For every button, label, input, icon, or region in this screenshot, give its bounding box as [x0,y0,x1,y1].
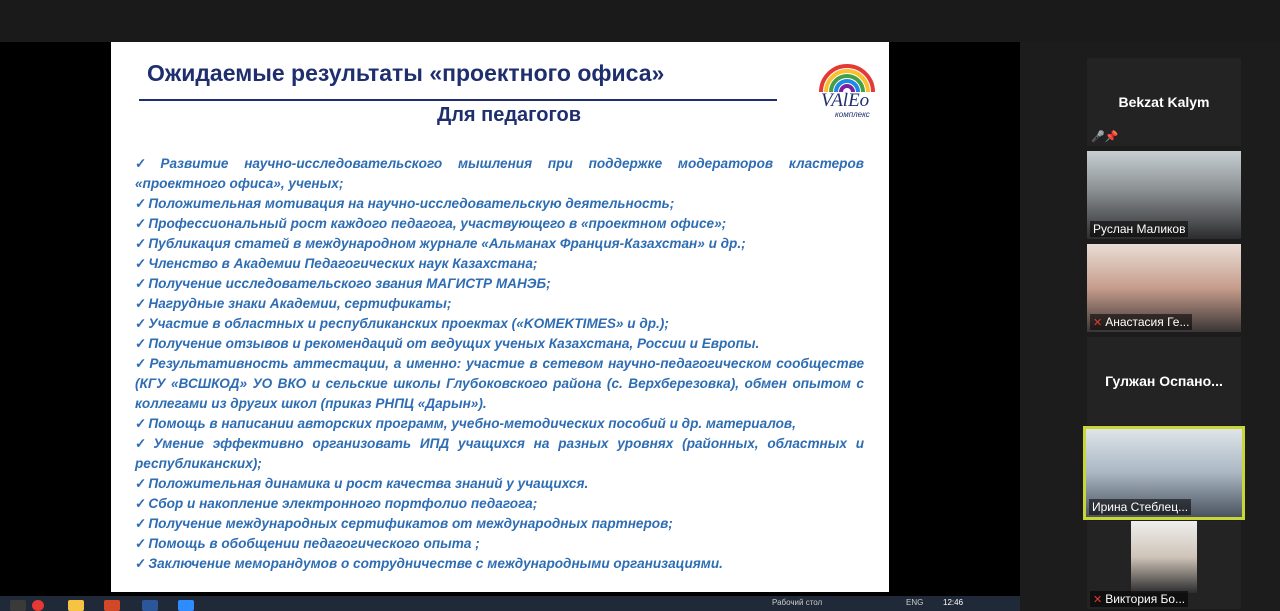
check-icon: ✓ [135,256,147,271]
check-icon: ✓ [135,276,147,291]
list-item: ✓ Заключение меморандумов о сотрудничестве с международными организациями. [135,556,723,571]
clock: 12:46 [943,598,964,607]
participant-tile[interactable] [1087,244,1241,332]
participant-tile[interactable] [1087,337,1241,425]
mic-muted-icon: 🎤📌 [1091,131,1119,143]
folder-icon[interactable] [68,600,84,611]
check-icon: ✓ [135,356,148,371]
check-icon: ✓ [135,156,159,171]
participant-tile[interactable] [1087,521,1241,609]
list-item: ✓ Членство в Академии Педагогических наук Казахстана; [135,256,538,271]
check-icon: ✓ [135,236,147,251]
participant-name: Виктория Бо... [1105,592,1186,606]
check-icon: ✓ [135,476,147,491]
list-item: ✓ Результативность аттестации, а именно: участие в сетевом научно-педагогическом сообществе (КГУ «ВСШКОД» УО ВКО и сельские школы Глубоковского района (с. Верхберезовка), обмен опытом с коллегами из других школ (приказ РНПЦ «Дарын»). [135,356,864,411]
participant-name: Анастасия Ге... [1105,315,1190,329]
zoom-icon[interactable] [178,600,194,611]
language-indicator[interactable]: ENG [906,598,924,607]
participant-name: Bekzat Kalym [1118,94,1210,110]
word-icon[interactable] [142,600,158,611]
desktop-label[interactable]: Рабочий стол [772,598,823,607]
participant-name-label [1090,591,1188,607]
list-item: ✓ Получение исследовательского звания МАГИСТР МАНЭБ; [135,276,551,291]
list-item: ✓ Получение международных сертификатов от международных партнеров; [135,516,673,531]
list-item: ✓ Помощь в обобщении педагогического опыта ; [135,536,480,551]
mic-muted-icon: ✕ [1093,594,1103,606]
title-divider [139,99,777,101]
list-item: ✓ Умение эффективно организовать ИПД учащихся на разных уровнях (районных, областных и республиканских); [135,436,865,471]
active-speaker-tile[interactable] [1083,426,1245,520]
check-icon: ✓ [135,536,147,551]
check-icon: ✓ [135,296,147,311]
slide-subtitle: Для педагогов [436,104,582,126]
participant-name: Руслан Маликов [1090,221,1188,237]
start-icon[interactable] [10,600,26,611]
check-icon: ✓ [135,416,147,431]
list-item: ✓ Развитие научно-исследовательского мышления при поддержке модераторов кластеров «проектного офиса», ученых; [135,156,864,191]
list-item: ✓ Положительная динамика и рост качества знаний у учащихся. [135,476,589,491]
participant-name: Ирина Стеблец... [1089,499,1191,515]
presentation-slide [111,42,889,592]
participant-name: Гулжан Оспано... [1105,373,1223,389]
list-item: ✓ Нагрудные знаки Академии, сертификаты; [135,296,452,311]
top-bar [0,0,1280,42]
check-icon: ✓ [135,556,147,571]
participant-tile[interactable] [1087,58,1241,146]
list-item: ✓ Публикация статей в международном журнале «Альманах Франция-Казахстан» и др.; [135,236,746,251]
list-item: ✓ Профессиональный рост каждого педагога, участвующего в «проектном офисе»; [135,216,727,231]
chrome-icon[interactable] [32,600,44,611]
check-icon: ✓ [135,196,147,211]
participant-tile[interactable] [1087,151,1241,239]
list-item: ✓ Сбор и накопление электронного портфолио педагога; [135,496,538,511]
mic-muted-icon: ✕ [1093,317,1103,329]
powerpoint-icon[interactable] [104,600,120,611]
valeo-logo [817,60,877,120]
results-list [135,154,864,574]
list-item: ✓ Участие в областных и республиканских проектах («KOMEKTIMES» и др.); [135,316,669,331]
check-icon: ✓ [135,516,147,531]
logo-text: VAlEo [821,90,870,111]
check-icon: ✓ [135,436,152,451]
check-icon: ✓ [135,316,147,331]
list-item: ✓ Помощь в написании авторских программ, учебно-методических пособий и др. материалов, [135,416,796,431]
list-item: ✓ Положительная мотивация на научно-исследовательскую деятельность; [135,196,675,211]
check-icon: ✓ [135,496,147,511]
participant-video [1131,521,1197,593]
list-item: ✓ Получение отзывов и рекомендаций от ведущих ученых Казахстана, России и Европы. [135,336,760,351]
participant-name-label [1090,314,1192,330]
check-icon: ✓ [135,336,147,351]
check-icon: ✓ [135,216,147,231]
slide-title: Ожидаемые результаты «проектного офиса» [147,60,665,86]
logo-subtext: комплекс [835,110,870,119]
